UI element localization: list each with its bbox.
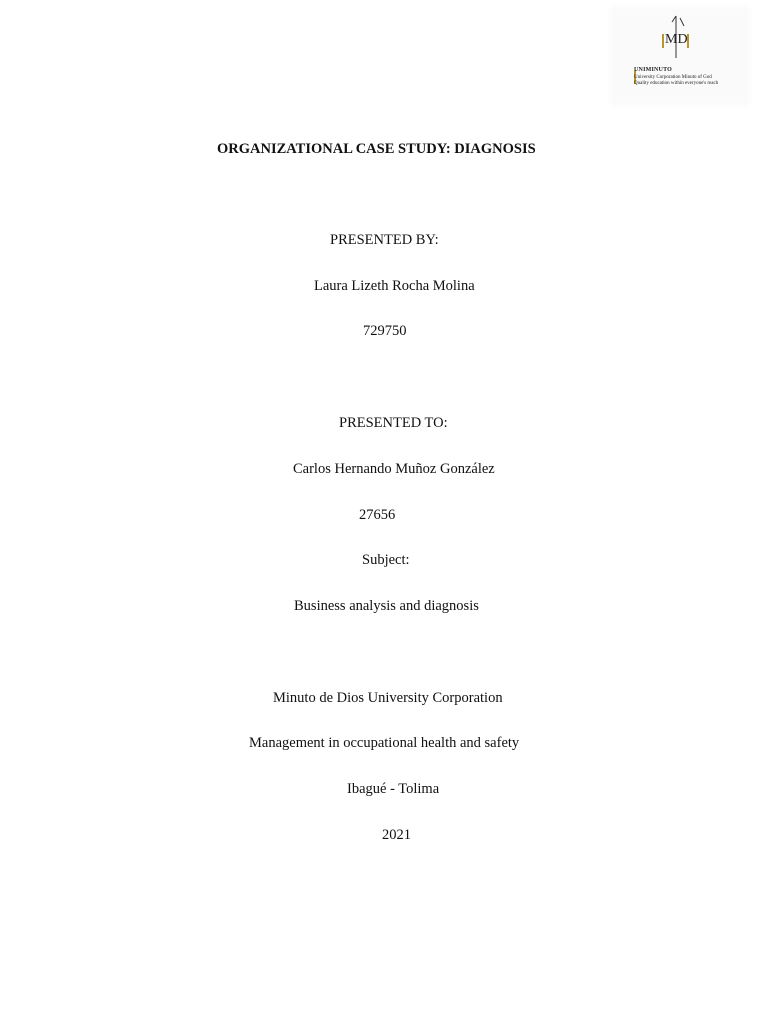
institution-name: Minuto de Dios University Corporation [273, 690, 503, 706]
recipient-id: 27656 [359, 507, 396, 523]
author-id: 729750 [363, 323, 407, 339]
presented-by-label: PRESENTED BY: [330, 232, 439, 248]
subject-label: Subject: [362, 552, 410, 568]
subject-value: Business analysis and diagnosis [294, 598, 479, 614]
recipient-name: Carlos Hernando Muñoz González [293, 461, 495, 477]
logo-emblem-icon [614, 10, 746, 102]
logo-monogram: MD [665, 32, 688, 47]
location: Ibagué - Tolima [347, 781, 440, 797]
logo-tagline-2: Quality education within everyone's reach [634, 81, 719, 86]
program-name: Management in occupational health and safety [249, 735, 520, 751]
document-title: ORGANIZATIONAL CASE STUDY: DIAGNOSIS [217, 141, 536, 157]
presented-to-label: PRESENTED TO: [339, 415, 448, 431]
logo-tagline-1: University Corporation Minuto of God [634, 75, 712, 80]
university-logo [614, 10, 746, 102]
year: 2021 [382, 827, 411, 843]
author-name: Laura Lizeth Rocha Molina [314, 278, 475, 294]
logo-brand-text: UNIMINUTO [634, 67, 673, 73]
